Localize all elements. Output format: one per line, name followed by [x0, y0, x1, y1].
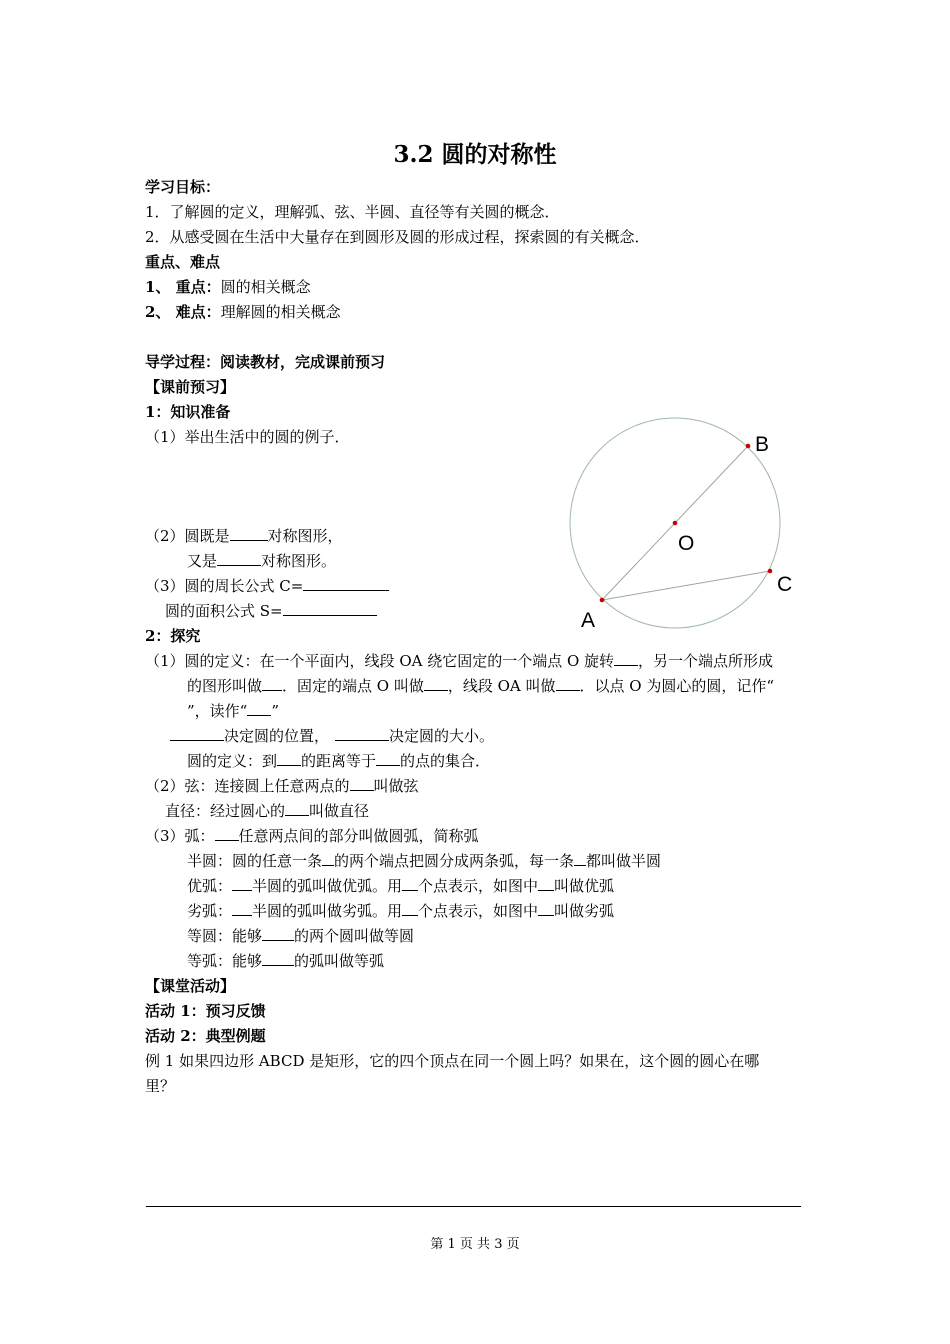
blank[interactable] — [335, 726, 389, 741]
process-heading: 导学过程：阅读教材，完成课前预习 — [145, 353, 386, 371]
explore-3a: （3）弧： 任意两点间的部分叫做圆弧，简称弧 — [145, 827, 479, 845]
blank[interactable] — [376, 751, 400, 766]
blank[interactable] — [322, 851, 334, 866]
blank[interactable] — [170, 726, 224, 741]
key-point — [145, 277, 311, 297]
knowledge-item-2: （2）圆既是 对称图形， — [145, 527, 343, 545]
explore-3d: 劣弧： 半圆的弧叫做劣弧。用 个点表示，如图中 叫做劣弧 — [187, 902, 615, 920]
preview-heading: 【课前预习】 — [145, 378, 236, 396]
explore-3b: 半圆：圆的任意一条 的两个端点把圆分成两条弧，每一条 都叫做半圆 — [187, 852, 662, 870]
blank[interactable] — [303, 576, 389, 591]
goals-heading: 学习目标： — [145, 178, 221, 196]
point-o — [673, 521, 678, 526]
explore-1b: 的图形叫做 ．固定的端点 O 叫做 ，线段 OA 叫做 ．以点 O 为圆心的圆，记作“ — [187, 677, 775, 695]
blank[interactable] — [247, 701, 271, 716]
blank[interactable] — [230, 526, 268, 541]
knowledge-item-3b: 圆的面积公式 S= — [165, 601, 377, 621]
blank[interactable] — [283, 601, 377, 616]
page-footer: 第 1 页 共 3 页 — [430, 1237, 520, 1252]
explore-2b: 直径：经过圆心的 叫做直径 — [165, 802, 370, 820]
activity-2: 活动 2：典型例题 — [145, 1027, 266, 1045]
label-o: O — [678, 532, 695, 555]
activity-1: 活动 1：预习反馈 — [145, 1002, 266, 1020]
explore-3e: 等圆：能够 的两个圆叫做等圆 — [187, 927, 415, 945]
explore-1d: 决定圆的位置， 决定圆的大小。 — [170, 726, 494, 746]
explore-2a: （2）弦：连接圆上任意两点的 叫做弦 — [145, 777, 419, 795]
blank[interactable] — [538, 876, 554, 891]
explore-3f: 等弧：能够 的弧叫做等弧 — [187, 952, 385, 970]
blank[interactable] — [350, 776, 374, 791]
blank[interactable] — [402, 901, 418, 916]
key-text: 圆的相关概念 — [220, 278, 311, 296]
knowledge-item-2b: 又是 对称图形。 — [187, 552, 337, 570]
label-c: C — [777, 573, 793, 596]
label-a: A — [581, 609, 596, 632]
explore-1c: ”，读作“ ” — [187, 702, 280, 720]
blank[interactable] — [277, 751, 301, 766]
label-b: B — [755, 433, 770, 456]
knowledge-heading: 1：知识准备 — [145, 403, 231, 421]
blank[interactable] — [217, 551, 261, 566]
key-label: 1、 重点： — [145, 278, 221, 296]
blank[interactable] — [232, 901, 252, 916]
difficult-point — [145, 302, 341, 322]
explore-1a: （1）圆的定义：在一个平面内，线段 OA 绕它固定的一个端点 O 旋转 ，另一个端点所形成 — [145, 652, 774, 670]
example-1-cont: 里？ — [145, 1077, 176, 1095]
knowledge-item-1: （1）举出生活中的圆的例子． — [145, 428, 350, 446]
blank[interactable] — [574, 851, 586, 866]
blank[interactable] — [538, 901, 554, 916]
example-1: 例 1 如果四边形 ABCD 是矩形，它的四个顶点在同一个圆上吗？如果在，这个圆的圆心在哪 — [145, 1052, 760, 1070]
blank[interactable] — [285, 801, 309, 816]
key-text: 理解圆的相关概念 — [220, 303, 341, 321]
goal-item: 1．了解圆的定义，理解弧、弦、半圆、直径等有关圆的概念． — [145, 203, 560, 221]
key-heading: 重点、难点 — [145, 253, 221, 271]
point-a — [600, 598, 605, 603]
footer-rule — [146, 1206, 801, 1207]
chord-ac — [602, 571, 770, 600]
blank[interactable] — [262, 676, 282, 691]
blank[interactable] — [232, 876, 252, 891]
explore-1e: 圆的定义：到 的距离等于 的点的集合． — [187, 752, 491, 770]
circle-figure — [555, 405, 815, 640]
blank[interactable] — [402, 876, 418, 891]
point-b — [746, 444, 751, 449]
blank[interactable] — [262, 951, 294, 966]
blank[interactable] — [424, 676, 448, 691]
class-heading: 【课堂活动】 — [145, 977, 236, 995]
page-title: 3.2 圆的对称性 — [393, 141, 557, 168]
knowledge-item-3: （3）圆的周长公式 C= — [145, 576, 389, 596]
explore-3c: 优弧： 半圆的弧叫做优弧。用 个点表示，如图中 叫做优弧 — [187, 877, 615, 895]
blank[interactable] — [262, 926, 294, 941]
point-c — [768, 569, 773, 574]
blank[interactable] — [556, 676, 580, 691]
key-label: 2、 难点： — [145, 303, 221, 321]
blank[interactable] — [614, 651, 638, 666]
blank[interactable] — [215, 826, 239, 841]
goal-item: 2．从感受圆在生活中大量存在到圆形及圆的形成过程，探索圆的有关概念． — [145, 228, 650, 246]
explore-heading: 2：探究 — [145, 627, 201, 645]
